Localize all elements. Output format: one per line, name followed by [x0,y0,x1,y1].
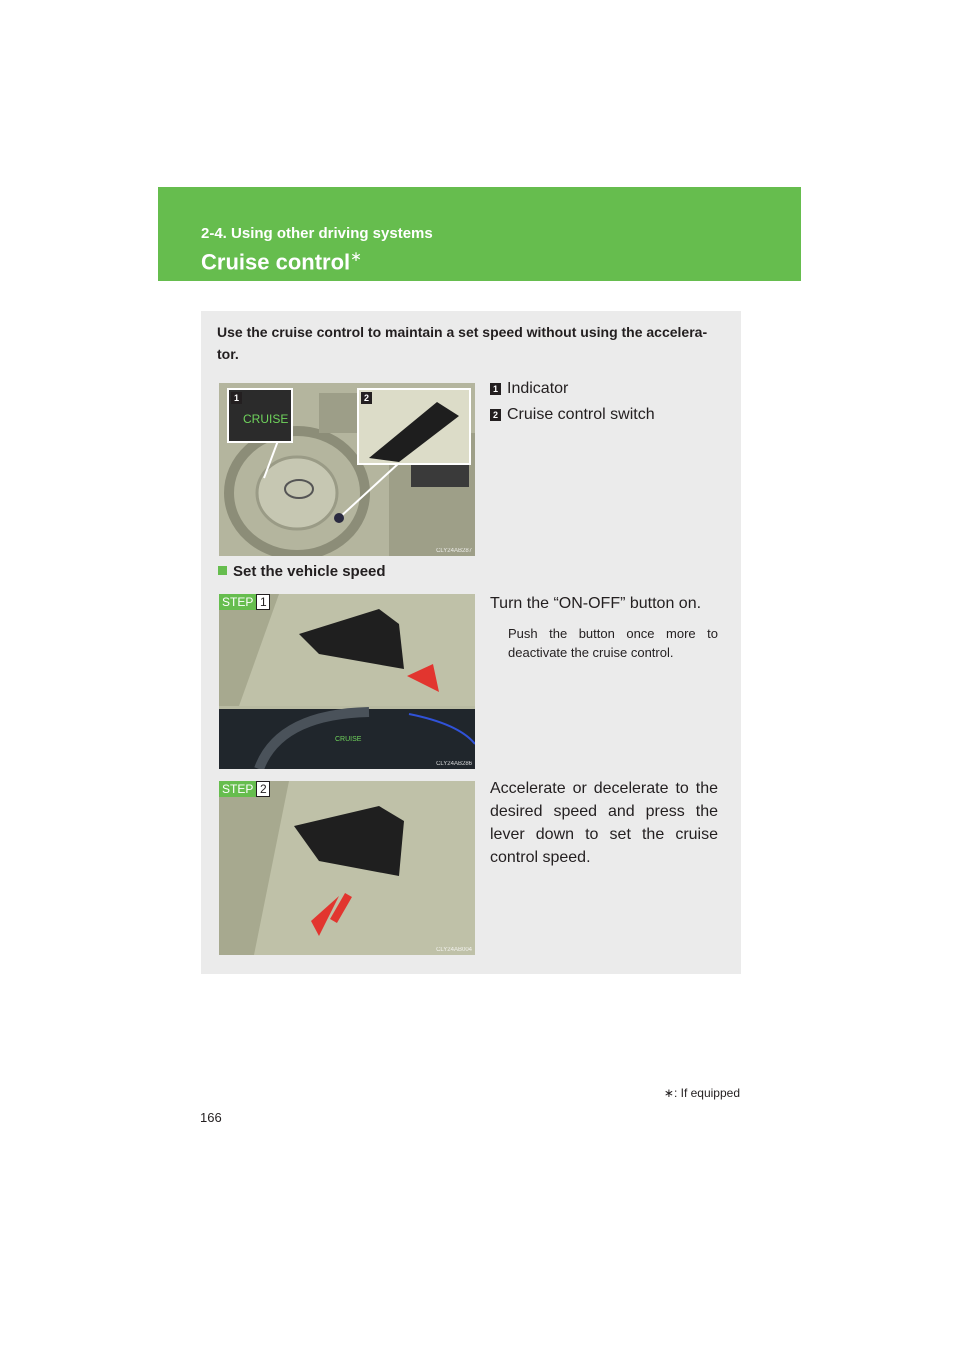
page-number: 166 [200,1110,222,1125]
step2-text: Accelerate or decelerate to the desired speed and press the lever down to set the cruise control speed. [490,780,718,866]
step1-badge [219,594,270,610]
step2-figure-code: CLY24AB004 [436,947,472,953]
cruise-switch-icon [359,390,469,463]
step1-note: Push the button once more to deactivate the cruise control. [508,626,718,660]
legend-label-indicator: Indicator [507,380,569,397]
callout-number-2: 2 [361,392,372,404]
step1-text: Turn the “ON-OFF” button on. [490,595,702,612]
indicator-callout [227,388,293,443]
step2-figure [219,781,475,955]
section-label: 2-4. Using other driving systems [201,225,433,242]
subheading-set-speed [218,563,386,580]
step2-badge-number: 2 [256,781,270,797]
subheading-bullet-icon [218,566,227,575]
equipment-marker: ∗ [350,248,362,264]
chapter-header [158,187,801,281]
page-title [201,248,362,275]
step1-badge-number: 1 [256,594,270,610]
steering-wheel-figure [219,383,475,556]
step1-figure [219,594,475,769]
footnote: ∗: If equipped [663,1086,740,1100]
content-panel [201,311,741,974]
step2-badge-label: STEP [219,781,256,797]
cluster-cruise-text: CRUISE [335,736,362,743]
page-title-text: Cruise control [201,249,351,275]
switch-callout [357,388,471,465]
legend-number-2: 2 [490,409,501,421]
legend-switch [490,406,655,424]
intro-text: Use the cruise control to maintain a set speed without using the accelera-tor. [217,324,708,362]
cruise-indicator-text: CRUISE [243,412,289,426]
subheading-text: Set the vehicle speed [233,563,386,580]
legend-number-1: 1 [490,383,501,395]
lever-down-illustration [219,781,475,955]
figure-code: CLY24AB287 [436,548,472,554]
callout-number-1: 1 [231,392,242,404]
legend-indicator [490,380,568,398]
step2-badge [219,781,270,797]
legend-label-switch: Cruise control switch [507,406,655,423]
step1-badge-label: STEP [219,594,256,610]
step1-figure-code: CLY24AB286 [436,761,472,767]
